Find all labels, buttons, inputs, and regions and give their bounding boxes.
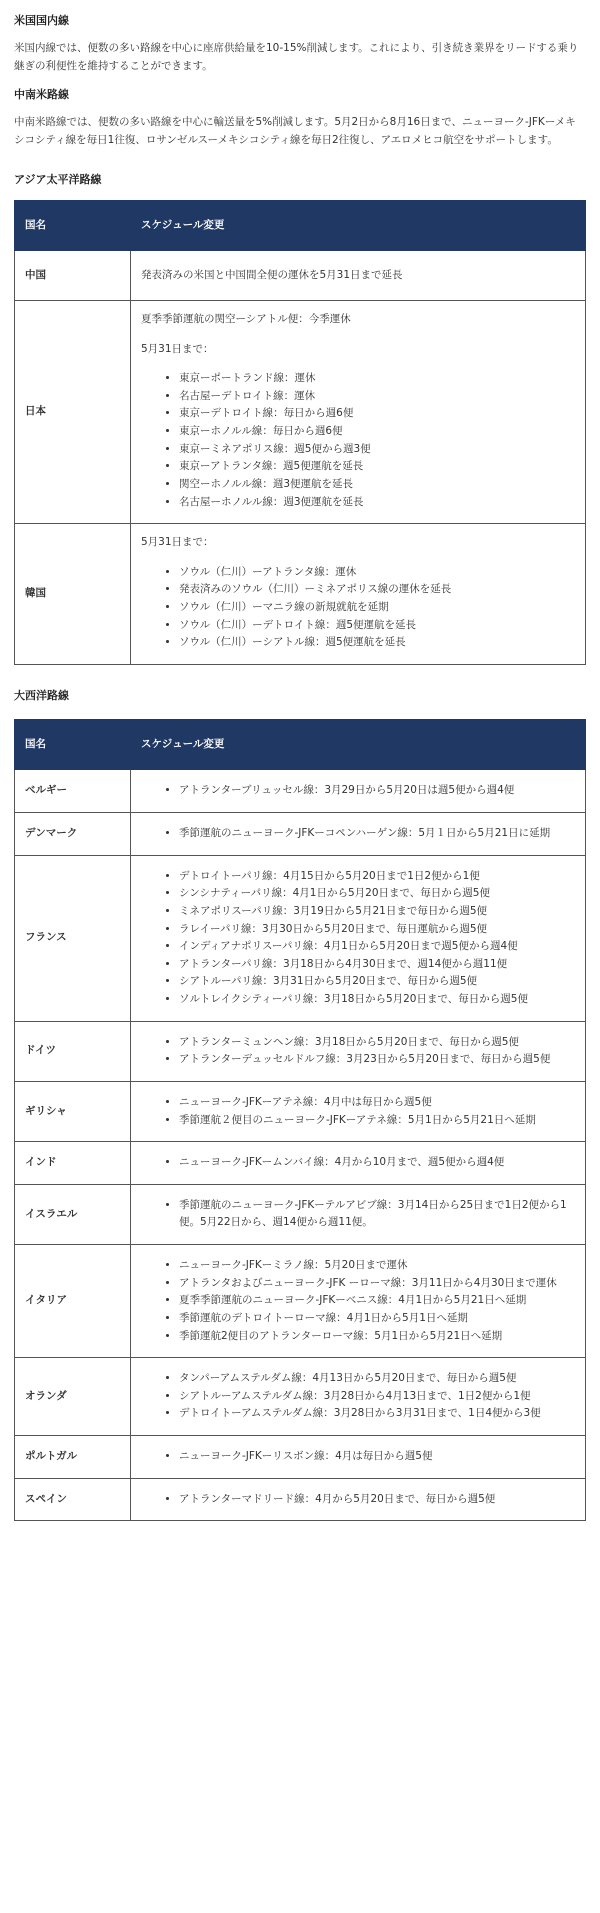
list-item: • 東京ーアトランタ線：週5便運航を延長 xyxy=(179,458,575,476)
list-item: • 季節運航のニューヨーク-JFKーコペンハーゲン線：5月１日から5月21日に延期 xyxy=(179,825,575,843)
table-row xyxy=(15,1081,586,1141)
schedule-cell xyxy=(131,1478,586,1521)
list-item: • ニューヨーク-JFKーアテネ線：4月中は毎日から週5便 xyxy=(179,1094,575,1112)
table-row xyxy=(15,300,586,523)
route-list xyxy=(141,1370,575,1423)
table-row xyxy=(15,524,586,665)
list-item: • 東京ーデトロイト線：毎日から週6便 xyxy=(179,405,575,423)
list-item: • 東京ーホノルル線：毎日から週6便 xyxy=(179,423,575,441)
country-name: ベルギー xyxy=(15,770,131,813)
list-item: • アトランターミュンヘン線：3月18日から5月20日まで、毎日から週5便 xyxy=(179,1034,575,1052)
schedule-text: 発表済みの米国と中国間全便の運休を5月31日まで延長 xyxy=(141,268,403,281)
list-item: • ソウル（仁川）ーシアトル線：週5便運航を延長 xyxy=(179,634,575,652)
list-item: • ソルトレイクシティーパリ線：3月18日から5月20日まで、毎日から週5便 xyxy=(179,991,575,1009)
list-item: • デトロイトーパリ線：4月15日から5月20日まで1日2便から1便 xyxy=(179,868,575,886)
table-row xyxy=(15,1184,586,1244)
list-item: • シアトルーパリ線：3月31日から5月20日まで、毎日から週5便 xyxy=(179,973,575,991)
header-country: 国名 xyxy=(15,720,131,770)
schedule-cell xyxy=(131,524,586,665)
route-list xyxy=(141,1448,575,1466)
list-item: • 名古屋ーホノルル線：週3便運航を延長 xyxy=(179,494,575,512)
country-name: 日本 xyxy=(15,300,131,523)
schedule-cell xyxy=(131,1245,586,1358)
table-row xyxy=(15,1478,586,1521)
route-list xyxy=(141,782,575,800)
list-item: • ニューヨーク-JFKーミラノ線：5月20日まで運休 xyxy=(179,1257,575,1275)
country-name: インド xyxy=(15,1142,131,1185)
list-item: • アトランターデュッセルドルフ線：3月23日から5月20日まで、毎日から週5便 xyxy=(179,1051,575,1069)
route-list xyxy=(141,868,575,1009)
schedule-text: 5月31日まで： xyxy=(141,342,214,355)
schedule-cell xyxy=(131,250,586,300)
country-name: イスラエル xyxy=(15,1184,131,1244)
list-item: • ソウル（仁川）ーデトロイト線：週5便運航を延長 xyxy=(179,617,575,635)
list-item: • 季節運航のデトロイトーローマ線：4月1日から5月1日へ延期 xyxy=(179,1310,575,1328)
asia-schedule-table xyxy=(14,200,586,665)
route-list xyxy=(141,564,575,652)
atlantic-schedule-table xyxy=(14,719,586,1521)
bottom-spacer xyxy=(14,1521,586,1541)
table-row xyxy=(15,1358,586,1436)
table-row xyxy=(15,813,586,856)
country-name: スペイン xyxy=(15,1478,131,1521)
list-item: • ニューヨーク-JFKームンバイ線：4月から10月まで、週5便から週4便 xyxy=(179,1154,575,1172)
list-item: • ソウル（仁川）ーアトランタ線：運休 xyxy=(179,564,575,582)
list-item: • ミネアポリスーパリ線：3月19日から5月21日まで毎日から週5便 xyxy=(179,903,575,921)
route-list xyxy=(141,825,575,843)
list-item: • 東京ーポートランド線：運休 xyxy=(179,370,575,388)
schedule-text: 5月31日まで： xyxy=(141,536,214,549)
list-item: • インディアナポリスーパリ線：4月1日から5月20日まで週5便から週4便 xyxy=(179,938,575,956)
list-item: • 季節運航2便目のアトランターローマ線：5月1日から5月21日へ延期 xyxy=(179,1328,575,1346)
schedule-cell xyxy=(131,1184,586,1244)
schedule-cell xyxy=(131,813,586,856)
list-item: • ソウル（仁川）ーマニラ線の新規就航を延期 xyxy=(179,599,575,617)
country-name: ギリシャ xyxy=(15,1081,131,1141)
route-list xyxy=(141,1094,575,1129)
asia-pacific-heading: アジア太平洋路線 xyxy=(14,173,102,187)
route-list xyxy=(141,370,575,511)
latam-text: 中南米路線では、便数の多い路線を中心に輸送量を5%削減します。5月2日から8月16日まで、ニューヨーク-JFKーメキシコシティ線を毎日1往復、ロサンゼルスーメキシコシティ線を毎日2往復し、アエロメヒコ航空をサポートします。 xyxy=(14,116,576,146)
list-item: • シアトルーアムステルダム線：3月28日から4月13日まで、1日2便から1便 xyxy=(179,1388,575,1406)
route-list xyxy=(141,1491,575,1509)
table-row xyxy=(15,1142,586,1185)
schedule-text: 夏季季節運航の関空ーシアトル便：今季運休 xyxy=(141,312,351,325)
list-item: • ニューヨーク-JFKーリスボン線：4月は毎日から週5便 xyxy=(179,1448,575,1466)
country-name: イタリア xyxy=(15,1245,131,1358)
country-name: 韓国 xyxy=(15,524,131,665)
list-item: • 関空ーホノルル線：週3便運航を延長 xyxy=(179,476,575,494)
list-item: • 名古屋ーデトロイト線：運休 xyxy=(179,388,575,406)
asia-table-header xyxy=(15,200,586,250)
latam-heading: 中南米路線 xyxy=(14,87,69,101)
schedule-cell xyxy=(131,770,586,813)
header-schedule-change: スケジュール変更 xyxy=(131,200,586,250)
table-row xyxy=(15,1245,586,1358)
atlantic-table-header xyxy=(15,720,586,770)
country-name: ドイツ xyxy=(15,1021,131,1081)
schedule-cell xyxy=(131,1021,586,1081)
table-row xyxy=(15,250,586,300)
us-domestic-heading: 米国国内線 xyxy=(14,14,69,27)
list-item: • 季節運航２便目のニューヨーク-JFKーアテネ線：5月1日から5月21日へ延期 xyxy=(179,1112,575,1130)
schedule-cell xyxy=(131,1081,586,1141)
schedule-cell xyxy=(131,300,586,523)
atlantic-heading: 大西洋路線 xyxy=(14,688,69,702)
list-item: • アトランターブリュッセル線：3月29日から5月20日は週5便から週4便 xyxy=(179,782,575,800)
table-row xyxy=(15,1436,586,1479)
route-list xyxy=(141,1154,575,1172)
table-row xyxy=(15,770,586,813)
list-item: • 季節運航のニューヨーク-JFKーテルアビブ線：3月14日から25日まで1日2便から1便。5月22日から、週14便から週11便。 xyxy=(179,1197,575,1232)
header-schedule-change: スケジュール変更 xyxy=(131,720,586,770)
route-list xyxy=(141,1034,575,1069)
country-name: フランス xyxy=(15,855,131,1021)
list-item: • アトランターパリ線：3月18日から4月30日まで、週14便から週11便 xyxy=(179,956,575,974)
schedule-cell xyxy=(131,1142,586,1185)
country-name: デンマーク xyxy=(15,813,131,856)
route-list xyxy=(141,1197,575,1232)
table-row xyxy=(15,855,586,1021)
list-item: • 夏季季節運航のニューヨーク-JFKーベニス線：4月1日から5月21日へ延期 xyxy=(179,1292,575,1310)
header-country: 国名 xyxy=(15,200,131,250)
list-item: • 東京ーミネアポリス線：週5便から週3便 xyxy=(179,441,575,459)
list-item: • 発表済みのソウル（仁川）ーミネアポリス線の運休を延長 xyxy=(179,581,575,599)
country-name: ポルトガル xyxy=(15,1436,131,1479)
table-row xyxy=(15,1021,586,1081)
schedule-cell xyxy=(131,1436,586,1479)
list-item: • アトランタおよびニューヨーク-JFK ーローマ線：3月11日から4月30日まで運休 xyxy=(179,1275,575,1293)
list-item: • ラレイーパリ線：3月30日から5月20日まで、毎日運航から週5便 xyxy=(179,921,575,939)
list-item: • タンパーアムステルダム線：4月13日から5月20日まで、毎日から週5便 xyxy=(179,1370,575,1388)
list-item: • アトランターマドリード線：4月から5月20日まで、毎日から週5便 xyxy=(179,1491,575,1509)
us-domestic-text: 米国内線では、便数の多い路線を中心に座席供給量を10-15%削減します。これにより、引き続き業界をリードする乗り継ぎの利便性を維持することができます。 xyxy=(14,42,579,73)
schedule-cell xyxy=(131,1358,586,1436)
country-name: オランダ xyxy=(15,1358,131,1436)
list-item: • シンシナティーパリ線：4月1日から5月20日まで、毎日から週5便 xyxy=(179,885,575,903)
country-name: 中国 xyxy=(15,250,131,300)
atlantic-table-body xyxy=(15,770,586,1521)
schedule-cell xyxy=(131,855,586,1021)
list-item: • デトロイトーアムステルダム線：3月28日から3月31日まで、1日4便から3便 xyxy=(179,1405,575,1423)
route-list xyxy=(141,1257,575,1345)
